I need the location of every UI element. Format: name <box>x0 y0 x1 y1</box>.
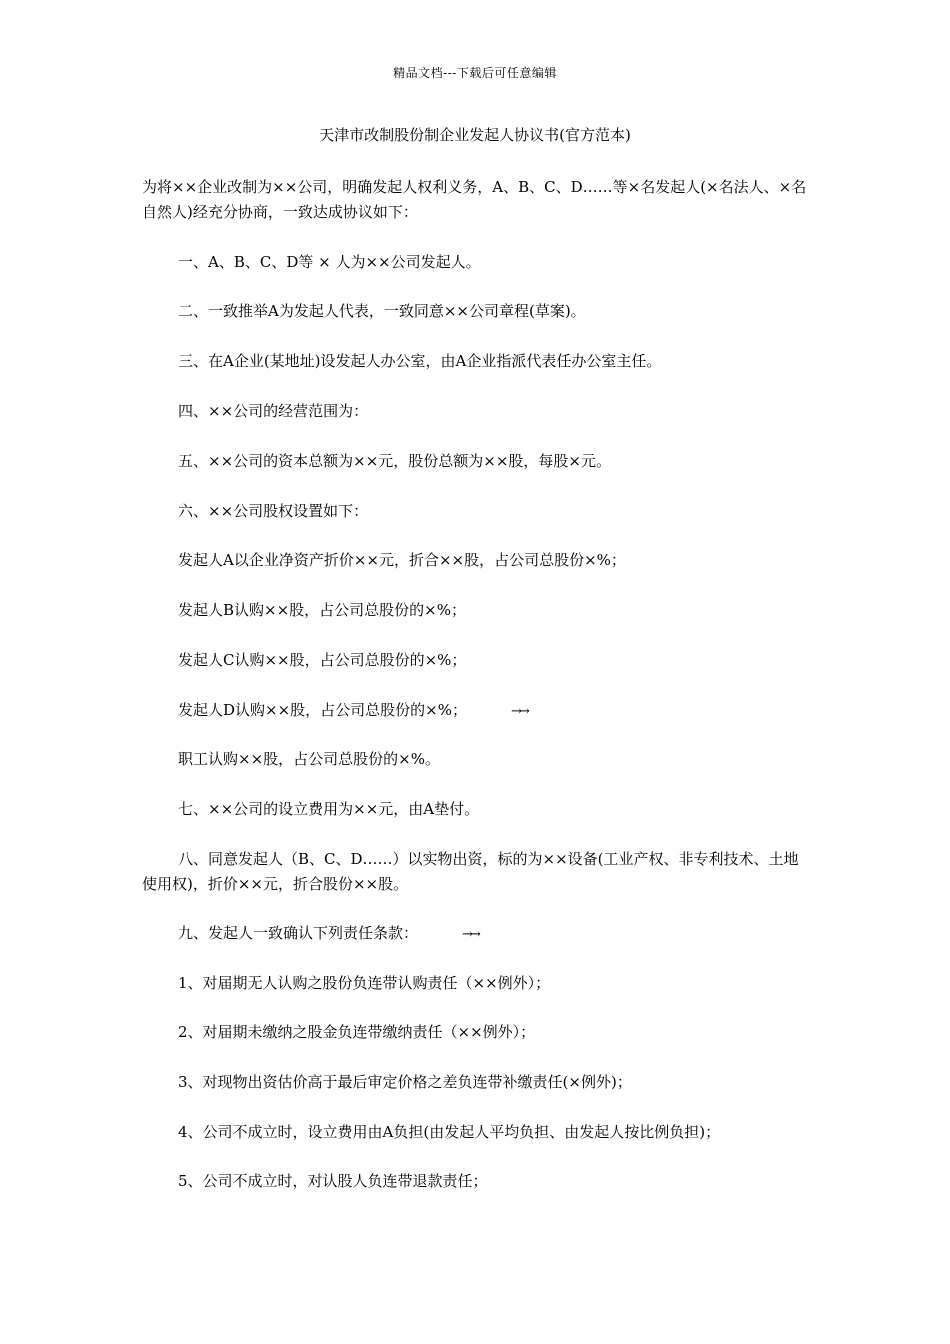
liability-item-5: 5、公司不成立时，对认股人负连带退款责任； <box>178 1172 488 1190</box>
arrow-mark-icon: →→ <box>511 704 527 719</box>
liability-item-1: 1、对届期无人认购之股份负连带认购责任（××例外）； <box>178 974 551 992</box>
arrow-mark-icon: →→ <box>462 927 478 942</box>
share-item-b: 发起人B认购××股，占公司总股份的×%； <box>178 601 466 619</box>
clause-6: 六、××公司股权设置如下： <box>178 502 369 520</box>
share-item-a: 发起人A以企业净资产折价××元，折合××股，占公司总股份×%； <box>178 551 626 569</box>
clause-2: 二、一致推举A为发起人代表，一致同意××公司章程(草案)。 <box>178 302 586 320</box>
document-title: 天津市改制股份制企业发起人协议书(官方范本) <box>319 126 631 144</box>
liability-item-2: 2、对届期未缴纳之股金负连带缴纳责任（××例外）； <box>178 1023 536 1041</box>
share-item-d: 发起人D认购××股，占公司总股份的×%； →→ <box>142 698 812 724</box>
intro-paragraph: 为将××企业改制为××公司，明确发起人权利义务，A、B、C、D……等×名发起人(×名法人、×名自然人)经充分协商，一致达成协议如下： <box>142 178 807 221</box>
liability-item-4: 4、公司不成立时，设立费用由A负担(由发起人平均负担、由发起人按比例负担)； <box>178 1123 721 1141</box>
share-item-staff: 职工认购××股，占公司总股份的×%。 <box>178 750 440 768</box>
clause-9: 九、发起人一致确认下列责任条款： →→ <box>142 921 812 947</box>
clause-5: 五、××公司的资本总额为××元，股份总额为××股，每股×元。 <box>178 452 611 470</box>
clause-3: 三、在A企业(某地址)设发起人办公室，由A企业指派代表任办公室主任。 <box>178 352 662 370</box>
clause-7: 七、××公司的设立费用为××元，由A垫付。 <box>178 800 480 818</box>
page-header: 精品文档---下载后可任意编辑 <box>393 66 557 80</box>
clause-8: 八、同意发起人（B、C、D……）以实物出资，标的为××设备(工业产权、非专利技术、土地使用权)，折价××元，折合股份××股。 <box>142 850 799 893</box>
liability-item-3: 3、对现物出资估价高于最后审定价格之差负连带补缴责任(×例外)； <box>178 1073 632 1091</box>
clause-4: 四、××公司的经营范围为： <box>178 402 369 420</box>
share-item-c: 发起人C认购××股，占公司总股份的×%； <box>178 651 467 669</box>
clause-1: 一、A、B、C、D等 × 人为××公司发起人。 <box>178 253 481 271</box>
